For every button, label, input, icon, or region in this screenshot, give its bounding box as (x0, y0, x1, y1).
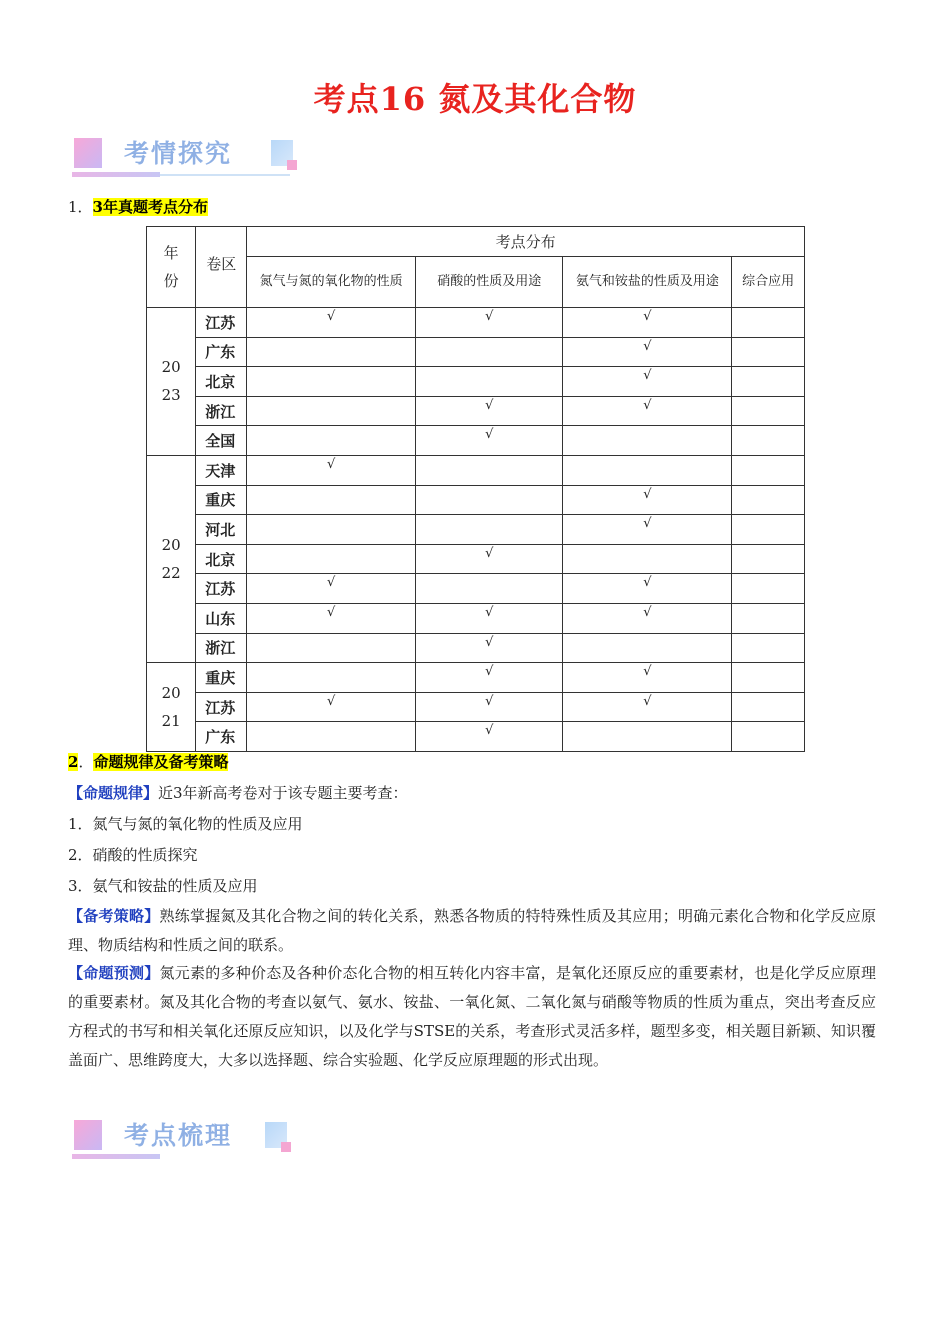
check-cell (416, 574, 563, 604)
check-cell (247, 515, 416, 545)
check-cell (732, 663, 805, 693)
check-cell: √ (416, 722, 563, 752)
region-cell: 全国 (196, 426, 247, 456)
check-cell (563, 544, 732, 574)
table-row (147, 367, 805, 397)
table-row (147, 396, 805, 426)
check-cell: √ (563, 337, 732, 367)
check-cell (416, 485, 563, 515)
list-item: 3．氨气和铵盐的性质及应用 (68, 877, 258, 895)
table-row (147, 603, 805, 633)
section-banner-key-points (72, 1120, 297, 1168)
region-cell: 重庆 (196, 485, 247, 515)
table-row (147, 663, 805, 693)
forecast-paragraph (68, 959, 876, 1075)
year-cell: 2022 (147, 455, 196, 662)
check-cell (732, 396, 805, 426)
strategy-paragraph (68, 902, 876, 960)
section-1-heading (68, 193, 208, 222)
check-cell (563, 455, 732, 485)
banner-underline (72, 172, 160, 177)
check-cell (732, 722, 805, 752)
table-row (147, 722, 805, 752)
check-cell (732, 455, 805, 485)
check-cell (247, 663, 416, 693)
check-cell: √ (563, 485, 732, 515)
check-cell: √ (563, 574, 732, 604)
check-cell (732, 633, 805, 663)
rule-tag: 【命题规律】 (68, 784, 159, 802)
exam-distribution-table (146, 226, 805, 752)
check-cell (732, 337, 805, 367)
check-cell: √ (247, 574, 416, 604)
section-1-number: 1． (68, 198, 93, 216)
banner-text: 考情探究 (124, 139, 233, 168)
check-cell: √ (563, 308, 732, 338)
table-row (147, 485, 805, 515)
forecast-text: 氮元素的多种价态及各种价态化合物的相互转化内容丰富，是氧化还原反应的重要素材，也是化学反应原理的重要素材。氮及其化合物的考查以氨气、氨水、铵盐、一氧化氮、二氧化氮与硝酸等物质的性质为重点，突出考查反应方程式的书写和相关氧化还原反应知识，以及化学与STSE的关系，考查形式灵活多样，题型多变，相关题目新颖、知识覆盖面广、思维跨度大，大多以选择题、综合实验题、化学反应原理题的形式出现。 (68, 964, 876, 1069)
check-cell (247, 485, 416, 515)
check-cell (732, 603, 805, 633)
forecast-tag: 【命题预测】 (68, 964, 160, 982)
region-cell: 浙江 (196, 396, 247, 426)
check-cell: √ (416, 396, 563, 426)
check-cell (247, 396, 416, 426)
check-cell: √ (247, 692, 416, 722)
section-2-heading (68, 748, 228, 777)
check-cell (732, 544, 805, 574)
check-cell (416, 455, 563, 485)
check-cell: √ (416, 603, 563, 633)
year-cell: 2021 (147, 663, 196, 752)
table-row (147, 455, 805, 485)
page-title: 考点16 氮及其化合物 (313, 80, 637, 118)
check-cell (732, 308, 805, 338)
check-cell (247, 722, 416, 752)
check-cell: √ (563, 692, 732, 722)
region-cell: 江苏 (196, 308, 247, 338)
section-banner-exam-analysis (72, 138, 297, 186)
check-cell: √ (416, 426, 563, 456)
check-cell (732, 426, 805, 456)
section-1-label: 3年真题考点分布 (92, 198, 208, 216)
check-cell (732, 692, 805, 722)
table-row (147, 337, 805, 367)
region-cell: 江苏 (196, 574, 247, 604)
region-cell: 广东 (196, 337, 247, 367)
list-item: 1．氮气与氮的氧化物的性质及应用 (68, 815, 303, 833)
check-cell (732, 367, 805, 397)
table-row (147, 692, 805, 722)
banner-underline-thin (160, 174, 290, 176)
rule-text: 近3年新高考卷对于该专题主要考查： (158, 784, 408, 802)
check-cell (247, 337, 416, 367)
check-cell: √ (416, 663, 563, 693)
check-cell (563, 426, 732, 456)
region-cell: 天津 (196, 455, 247, 485)
region-cell: 江苏 (196, 692, 247, 722)
banner-text: 考点梳理 (124, 1121, 233, 1150)
banner-underline (72, 1154, 160, 1159)
check-cell: √ (563, 367, 732, 397)
check-cell: √ (563, 603, 732, 633)
check-cell: √ (247, 455, 416, 485)
header-region: 卷区 (196, 227, 247, 308)
year-cell: 2023 (147, 308, 196, 456)
check-cell (416, 367, 563, 397)
check-cell (563, 722, 732, 752)
region-cell: 北京 (196, 544, 247, 574)
strategy-text: 熟练掌握氮及其化合物之间的转化关系，熟悉各物质的特特殊性质及其应用；明确元素化合物和化学反应原理、物质结构和性质之间的联系。 (68, 907, 876, 954)
check-cell: √ (247, 603, 416, 633)
section-2-sep: ． (78, 753, 94, 771)
check-cell (416, 515, 563, 545)
check-cell (247, 367, 416, 397)
header-col-2: 硝酸的性质及用途 (416, 257, 563, 308)
banner-decor-square-icon (74, 1120, 102, 1150)
check-cell: √ (416, 308, 563, 338)
region-cell: 广东 (196, 722, 247, 752)
region-cell: 河北 (196, 515, 247, 545)
check-cell (732, 574, 805, 604)
banner-decor-square-icon (74, 138, 102, 168)
check-cell: √ (247, 308, 416, 338)
region-cell: 浙江 (196, 633, 247, 663)
region-cell: 北京 (196, 367, 247, 397)
check-cell: √ (416, 633, 563, 663)
header-col-3: 氨气和铵盐的性质及用途 (563, 257, 732, 308)
check-cell: √ (563, 663, 732, 693)
check-cell (563, 633, 732, 663)
table-row (147, 544, 805, 574)
check-cell (732, 485, 805, 515)
header-col-1: 氮气与氮的氧化物的性质 (247, 257, 416, 308)
table-row (147, 515, 805, 545)
region-cell: 重庆 (196, 663, 247, 693)
section-2-label: 命题规律及备考策略 (93, 753, 229, 771)
table-row (147, 574, 805, 604)
check-cell (247, 426, 416, 456)
table-row (147, 426, 805, 456)
table-row (147, 308, 805, 338)
rule-line (68, 779, 408, 808)
region-cell: 山东 (196, 603, 247, 633)
check-cell (732, 515, 805, 545)
section-2-number: 2 (68, 753, 79, 771)
banner-decor-dot-icon (281, 1142, 291, 1152)
check-cell (247, 544, 416, 574)
check-cell: √ (563, 515, 732, 545)
header-year: 年份 (147, 227, 196, 308)
list-item: 2．硝酸的性质探究 (68, 846, 198, 864)
check-cell: √ (416, 692, 563, 722)
banner-decor-dot-icon (287, 160, 297, 170)
strategy-tag: 【备考策略】 (68, 907, 160, 925)
header-col-4: 综合应用 (732, 257, 805, 308)
check-cell (247, 633, 416, 663)
table-row (147, 633, 805, 663)
check-cell: √ (563, 396, 732, 426)
check-cell (416, 337, 563, 367)
check-cell: √ (416, 544, 563, 574)
header-distribution: 考点分布 (247, 227, 805, 257)
